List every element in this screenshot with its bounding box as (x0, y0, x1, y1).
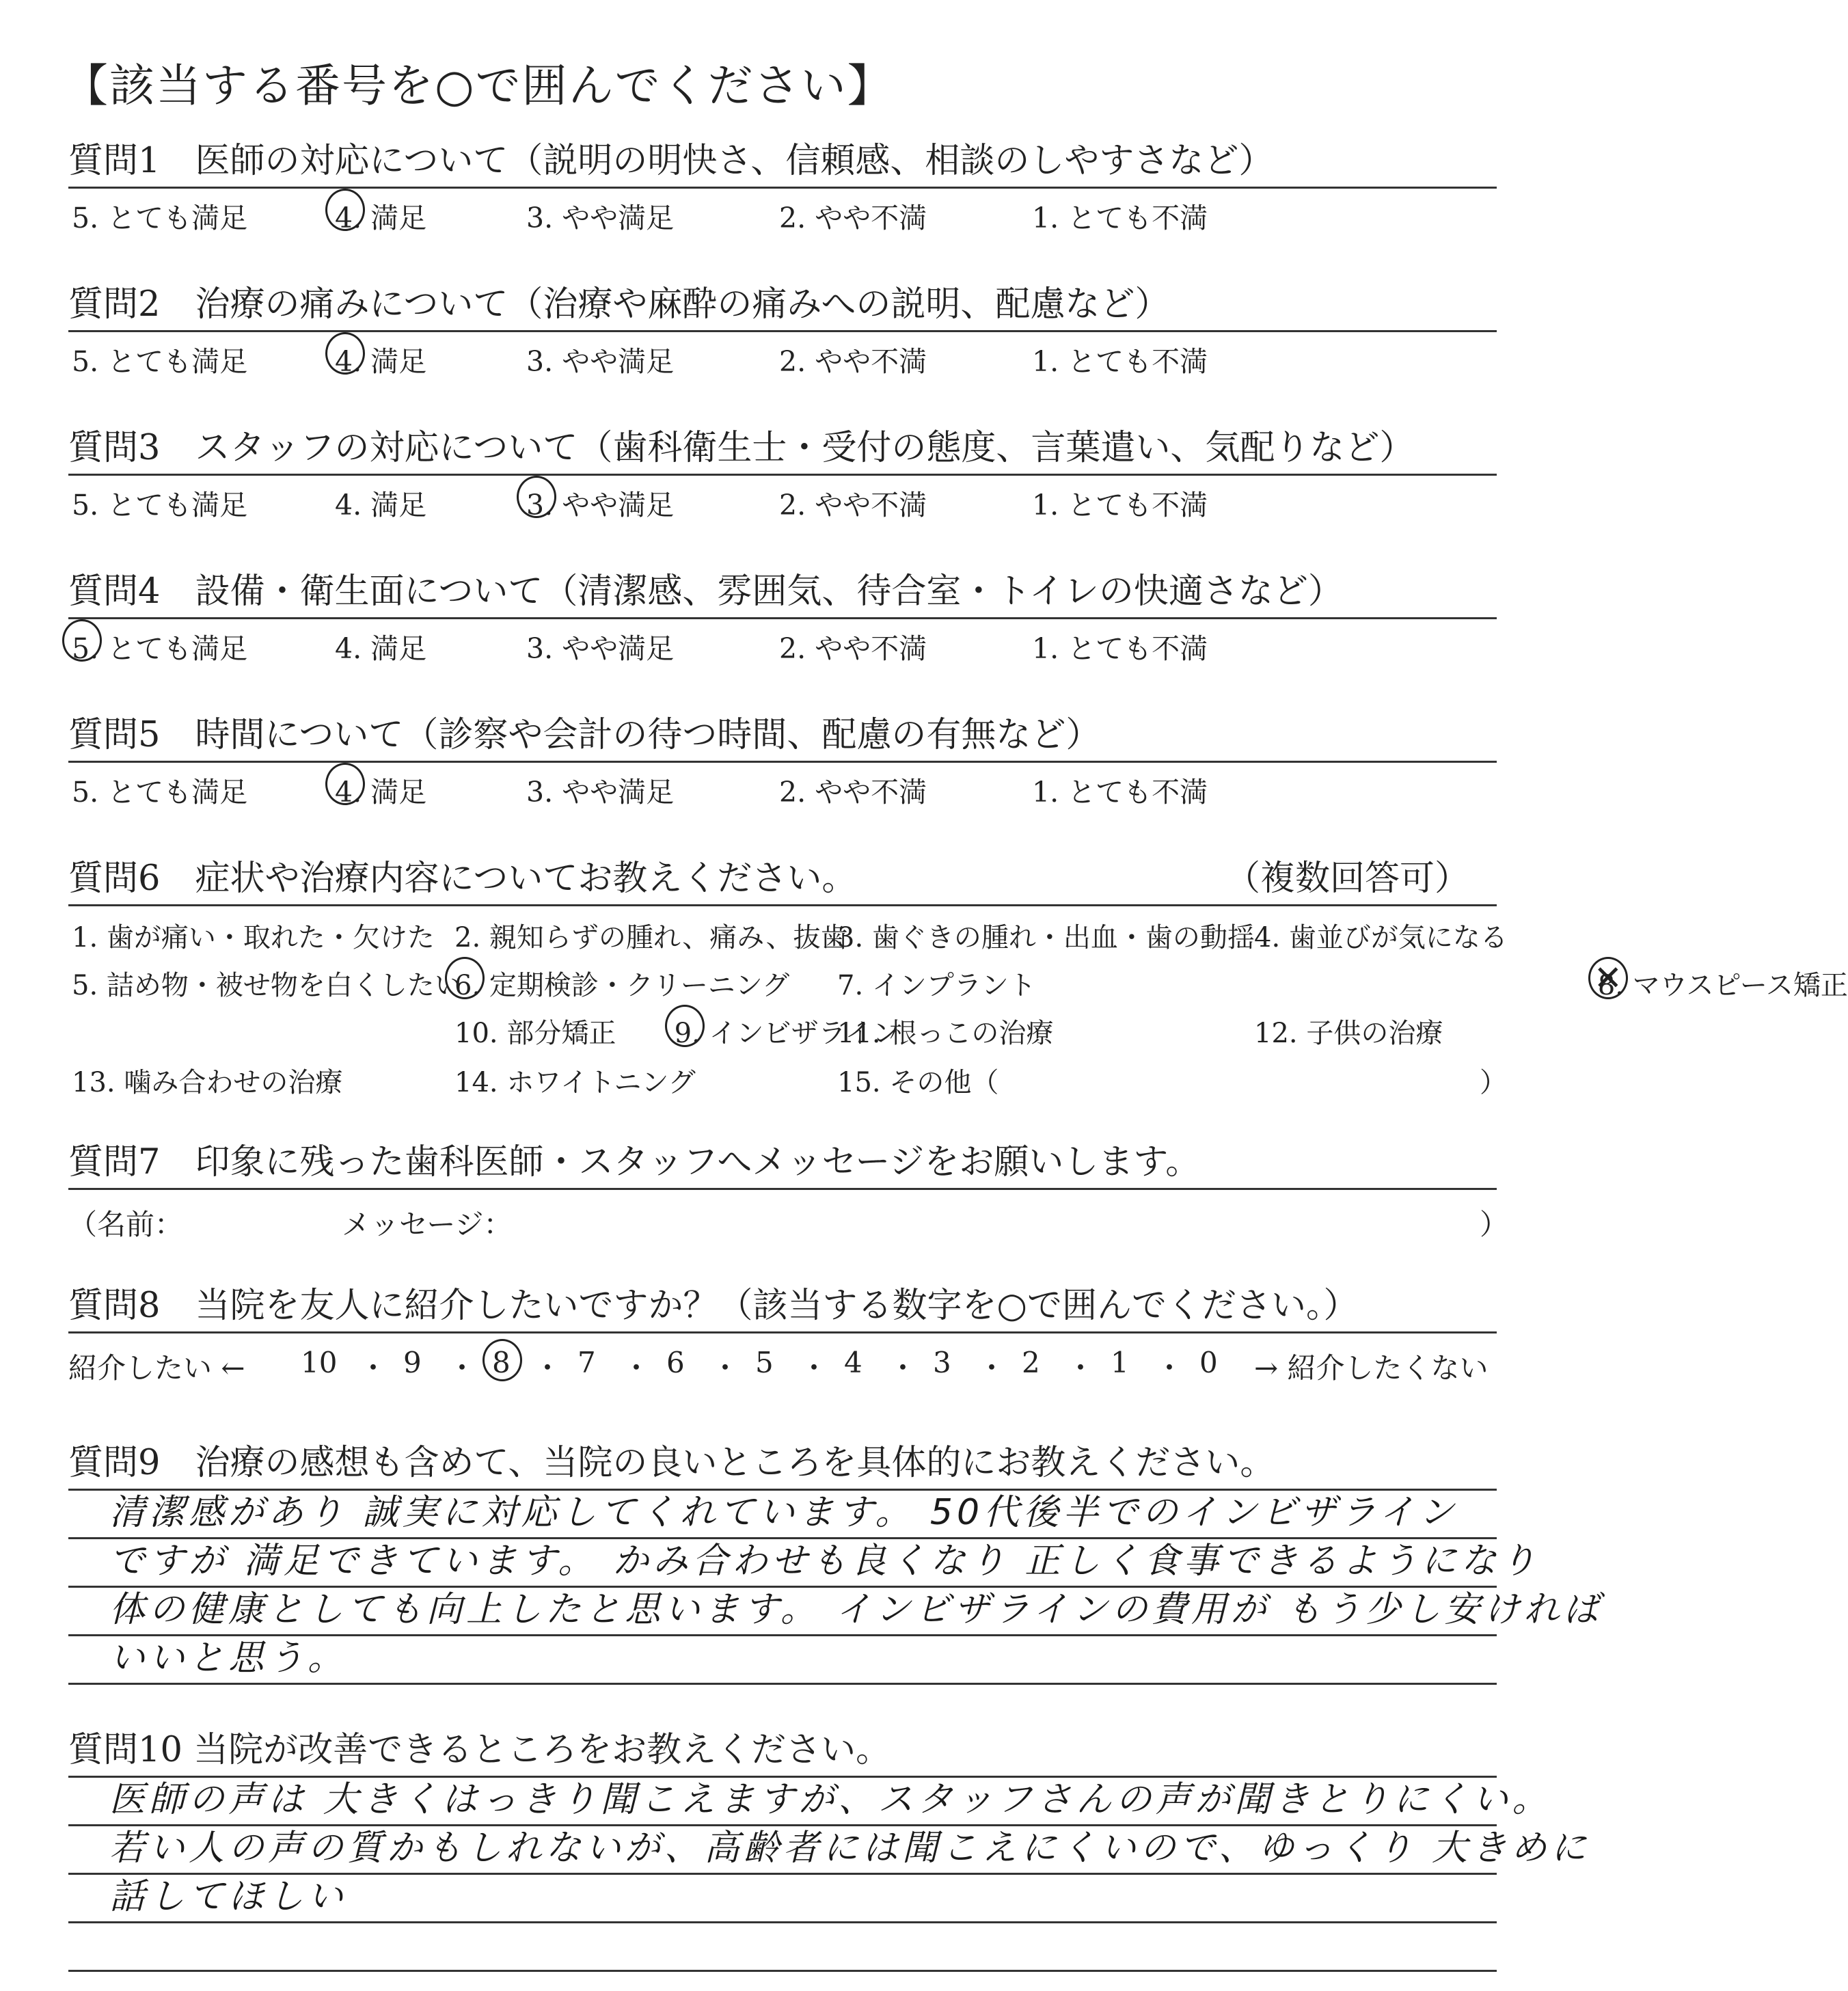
multiple-answer-hint: （複数回答可） (1225, 858, 1469, 899)
question-3 (68, 427, 1497, 522)
question-6 (68, 858, 1848, 1114)
divider (68, 904, 1497, 906)
rating-1[interactable]: 1. とても不満 (1032, 202, 1208, 234)
rating-5[interactable]: 5. とても満足 (72, 489, 248, 522)
rating-options (68, 619, 1497, 663)
answer-line (68, 1636, 1497, 1685)
scale-sep: ・ (977, 1351, 1007, 1385)
question-title: 質問3 スタッフの対応について（歯科衛生士・受付の態度、言葉遣い、気配りなど） (68, 428, 1415, 468)
rating-2[interactable]: 2. やや不満 (779, 489, 927, 522)
scale-3[interactable]: 3 (933, 1346, 951, 1379)
scale-sep: ・ (622, 1351, 651, 1385)
rating-2[interactable]: 2. やや不満 (779, 345, 927, 378)
question-5 (68, 714, 1497, 807)
handwritten-text: 若い人の声の質かもしれないが、高齢者には聞こえにくいので、ゆっくり 大きめに (109, 1828, 1590, 1869)
question-title (68, 858, 1497, 900)
option-1[interactable]: 1. 歯が痛い・取れた・欠けた (72, 922, 435, 953)
rating-4[interactable]: 4. 満足 (335, 489, 427, 522)
rating-options (68, 332, 1497, 376)
rating-options (68, 189, 1497, 232)
question-title: 質問7 印象に残った歯科医師・スタッフへメッセージをお願いします。 (68, 1142, 1201, 1182)
answer-line (68, 1923, 1497, 1972)
handwritten-text: 体の健康としても向上したと思います。 インビザラインの費用が もう少し安ければ (109, 1589, 1603, 1630)
scale-5[interactable]: 5 (755, 1346, 774, 1379)
question-title: 質問1 医師の対応について（説明の明快さ、信頼感、相談のしやすさなど） (68, 141, 1274, 181)
question-1 (68, 140, 1497, 232)
question-10 (68, 1729, 1590, 1972)
scale-sep: ・ (359, 1351, 388, 1385)
option-6-selected[interactable]: 6. 定期検診・クリーニング (454, 964, 789, 1003)
option-10[interactable]: 10. 部分矯正 (454, 1018, 616, 1049)
rating-4-selected[interactable]: 4. 満足 (335, 770, 426, 810)
rating-3[interactable]: 3. やや満足 (526, 776, 675, 809)
question-2 (68, 284, 1497, 376)
scale-0[interactable]: 0 (1199, 1346, 1218, 1379)
rating-2[interactable]: 2. やや不満 (779, 632, 927, 665)
scale-4[interactable]: 4 (844, 1346, 862, 1379)
option-8-crossed-out[interactable]: 8. マウスピース矯正 ✕ (1598, 964, 1848, 1003)
question-title: 質問9 治療の感想も含めて、当院の良いところを具体的にお教えください。 (68, 1443, 1275, 1483)
divider (68, 1331, 1497, 1333)
scale-7[interactable]: 7 (578, 1346, 596, 1379)
option-11[interactable]: 11. 根っこの治療 (837, 1018, 1054, 1049)
rating-5[interactable]: 5. とても満足 (72, 345, 248, 378)
scale-9[interactable]: 9 (403, 1346, 422, 1379)
answer-area[interactable] (68, 1778, 1590, 1972)
scale-1[interactable]: 1 (1111, 1346, 1129, 1379)
option-4[interactable]: 4. 歯並びが気になる (1254, 922, 1508, 953)
scale-sep: ・ (888, 1351, 918, 1385)
option-15-other[interactable]: 15. その他（ (837, 1067, 999, 1098)
option-12[interactable]: 12. 子供の治療 (1254, 1018, 1443, 1049)
scale-8-selected[interactable]: 8 (492, 1346, 511, 1379)
handwritten-text: 話してほしい (109, 1876, 348, 1917)
question-6-title: 質問6 症状や治療内容についてお教えください。 (68, 858, 857, 899)
rating-3[interactable]: 3. やや満足 (526, 345, 675, 378)
question-title: 質問2 治療の痛みについて（治療や麻酔の痛みへの説明、配慮など） (68, 284, 1170, 325)
option-5[interactable]: 5. 詰め物・被せ物を白くしたい (72, 970, 462, 1001)
question-4 (68, 571, 1497, 663)
rating-1[interactable]: 1. とても不満 (1032, 345, 1208, 378)
scale-6[interactable]: 6 (666, 1346, 685, 1379)
message-close-paren: ） (1480, 1208, 1509, 1241)
recommend-scale (68, 1340, 1497, 1388)
other-close-paren: ） (1480, 1067, 1507, 1098)
scale-right-label: → 紹介したくない (1254, 1351, 1489, 1385)
rating-2[interactable]: 2. やや不満 (779, 776, 927, 809)
scale-sep: ・ (1155, 1351, 1184, 1385)
handwritten-text: いいと思う。 (109, 1638, 348, 1679)
option-2[interactable]: 2. 親知らずの腫れ、痛み、抜歯 (454, 922, 848, 953)
rating-5[interactable]: 5. とても満足 (72, 202, 248, 234)
rating-5[interactable]: 5. とても満足 (72, 776, 248, 809)
rating-4-selected[interactable]: 4. 満足 (335, 339, 426, 379)
scale-10[interactable]: 10 (301, 1346, 338, 1379)
message-row (68, 1195, 1509, 1241)
option-14[interactable]: 14. ホワイトニング (454, 1067, 696, 1098)
handwritten-text: ですが 満足できています。 かみ合わせも良くなり 正しく食事できるようになり (109, 1541, 1540, 1582)
rating-5-selected[interactable]: 5. とても満足 (72, 626, 247, 666)
option-13[interactable]: 13. 噛み合わせの治療 (72, 1067, 343, 1098)
message-label: メッセージ： (342, 1208, 513, 1241)
divider (68, 1188, 1497, 1190)
rating-3[interactable]: 3. やや満足 (526, 202, 675, 234)
handwritten-text: 医師の声は 大きくはっきり聞こえますが、スタッフさんの声が聞きとりにくい。 (109, 1779, 1552, 1820)
scale-sep: ・ (800, 1351, 829, 1385)
option-7[interactable]: 7. インプラント (837, 970, 1036, 1001)
option-3[interactable]: 3. 歯ぐきの腫れ・出血・歯の動揺 (837, 922, 1255, 953)
rating-options (68, 476, 1497, 522)
question-title: 質問8 当院を友人に紹介したいですか？（該当する数字を○で囲んでください。） (68, 1286, 1359, 1326)
name-label: （名前： (68, 1208, 184, 1241)
rating-4-selected[interactable]: 4. 満足 (335, 195, 426, 236)
scale-sep: ・ (448, 1351, 477, 1385)
question-title: 質問10 当院が改善できるところをお教えください。 (68, 1730, 891, 1770)
question-8 (68, 1285, 1497, 1388)
rating-1[interactable]: 1. とても不満 (1032, 776, 1208, 809)
handwritten-text: 清潔感があり 誠実に対応してくれています。 50代後半でのインビザライン (109, 1492, 1458, 1533)
answer-area[interactable] (68, 1491, 1603, 1685)
scale-sep: ・ (533, 1351, 562, 1385)
rating-4[interactable]: 4. 満足 (335, 632, 427, 665)
rating-options (68, 763, 1497, 807)
rating-2[interactable]: 2. やや不満 (779, 202, 927, 234)
rating-3-selected[interactable]: 3. やや満足 (526, 483, 674, 523)
answer-line (68, 1875, 1497, 1923)
scale-left-label: 紹介したい ← (68, 1351, 245, 1385)
rating-3[interactable]: 3. やや満足 (526, 632, 675, 665)
scale-sep: ・ (711, 1351, 740, 1385)
symptom-options (68, 916, 1848, 1114)
scale-2[interactable]: 2 (1022, 1346, 1040, 1379)
option-9-selected[interactable]: 9. インビザライン (675, 1012, 900, 1051)
question-title: 質問5 時間について（診察や会計の待つ時間、配慮の有無など） (68, 715, 1101, 755)
page-title: 【該当する番号を○で囲んでください】 (63, 59, 894, 112)
rating-1[interactable]: 1. とても不満 (1032, 632, 1208, 665)
question-7 (68, 1141, 1509, 1241)
scale-sep: ・ (1066, 1351, 1096, 1385)
rating-1[interactable]: 1. とても不満 (1032, 489, 1208, 522)
question-title: 質問4 設備・衛生面について（清潔感、雰囲気、待合室・トイレの快適さなど） (68, 571, 1343, 612)
question-9 (68, 1442, 1603, 1685)
